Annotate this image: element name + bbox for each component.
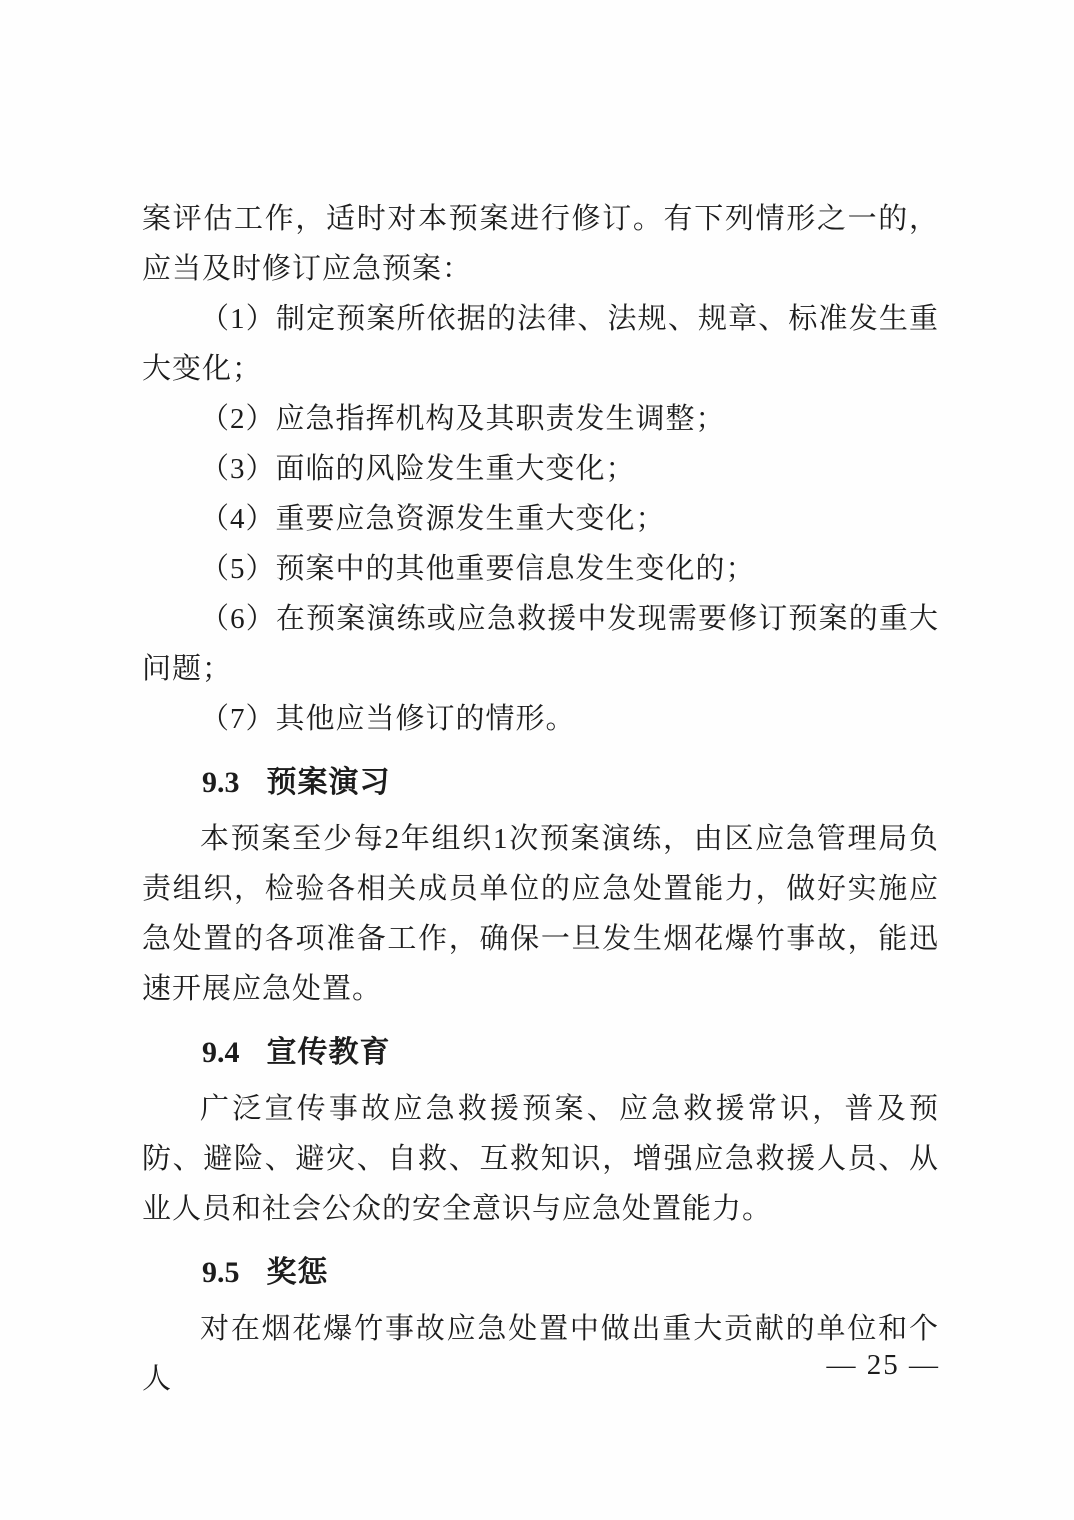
- section-title: 预案演习: [266, 766, 391, 799]
- page-number: — 25 —: [826, 1349, 940, 1381]
- page-footer: [827, 1344, 941, 1386]
- paragraph: 本预案至少每2年组织1次预案演练，由区应急管理局负责组织，检验各相关成员单位的应急处置能力，做好实施应急处置的各项准备工作，确保一旦发生烟花爆竹事故，能迅速开展应急处置。: [142, 823, 939, 1005]
- section-title: 宣传教育: [266, 1036, 391, 1069]
- list-item-4: （4）重要应急资源发生重大变化；: [200, 503, 666, 535]
- section-heading-9-5: [142, 1248, 939, 1298]
- section-number: 9.4: [202, 1036, 240, 1069]
- paragraph: 案评估工作，适时对本预案进行修订。有下列情形之一的，应当及时修订应急预案：: [142, 203, 939, 285]
- section-heading-9-3: [142, 758, 939, 808]
- list-item-2: （2）应急指挥机构及其职责发生调整；: [200, 403, 726, 435]
- list-item-5: （5）预案中的其他重要信息发生变化的；: [200, 553, 756, 585]
- list-item-6: （6）在预案演练或应急救援中发现需要修订预案的重大问题；: [142, 603, 939, 685]
- paragraph: 广泛宣传事故应急救援预案、应急救援常识，普及预防、避险、避灾、自救、互救知识，增强应急救援人员、从业人员和社会公众的安全意识与应急处置能力。: [142, 1093, 939, 1225]
- section-title: 奖惩: [266, 1256, 329, 1289]
- list-item-3: （3）面临的风险发生重大变化；: [200, 453, 636, 485]
- list-item-7: （7）其他应当修订的情形。: [200, 703, 576, 735]
- document-body: [142, 194, 939, 1404]
- section-number: 9.3: [202, 766, 240, 799]
- paragraph: 对在烟花爆竹事故应急处置中做出重大贡献的单位和个人: [142, 1313, 939, 1395]
- section-heading-9-4: [142, 1028, 939, 1078]
- list-item-1: （1）制定预案所依据的法律、法规、规章、标准发生重大变化；: [142, 303, 939, 385]
- section-number: 9.5: [202, 1256, 240, 1289]
